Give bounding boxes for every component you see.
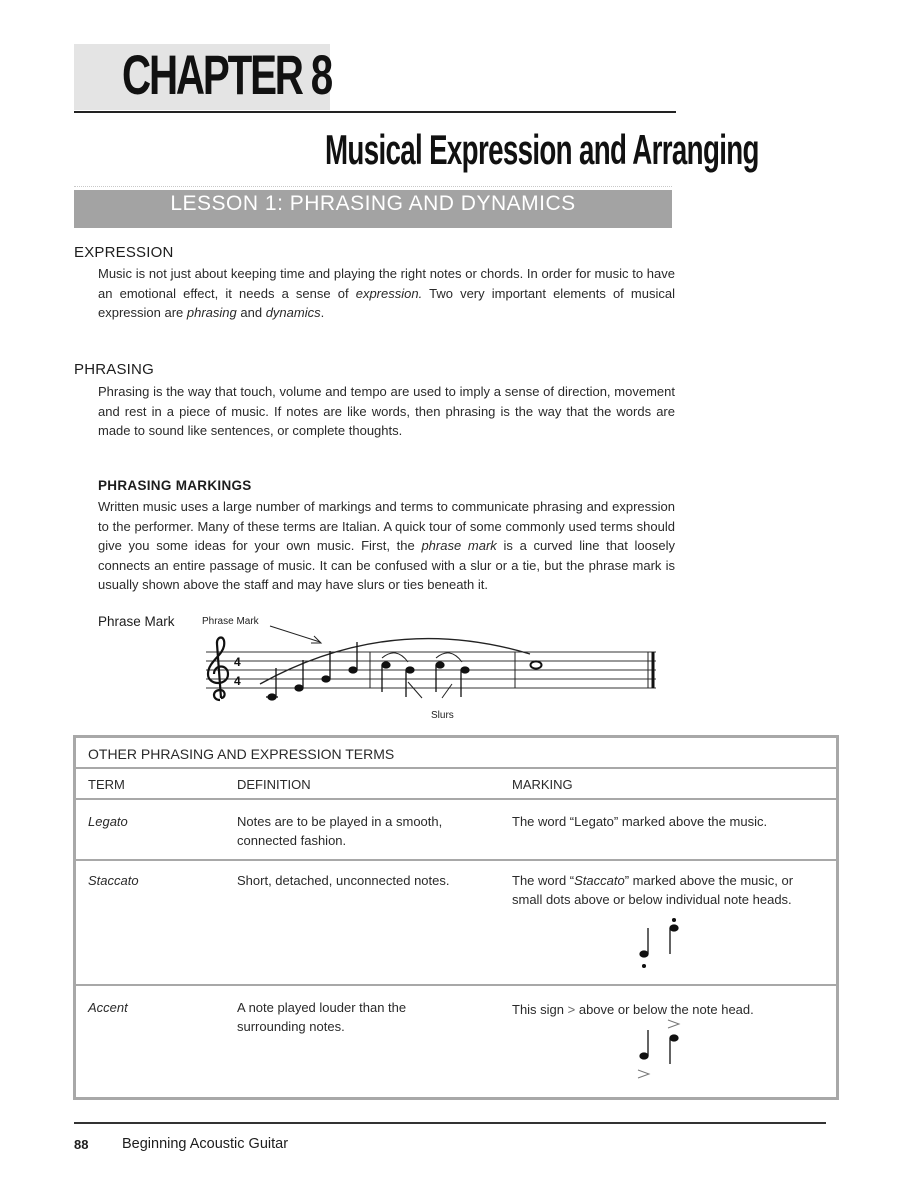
table-header-term: TERM bbox=[88, 777, 125, 792]
table-row-definition: Notes are to be played in a smooth, connected fashion. bbox=[237, 814, 443, 848]
accent-sign-below-icon bbox=[638, 1070, 649, 1078]
table-row-definition: A note played louder than the surrounding notes. bbox=[237, 1000, 407, 1034]
slur-marks bbox=[382, 653, 462, 698]
table-header-marking: MARKING bbox=[512, 777, 573, 792]
table-row-term: Legato bbox=[88, 814, 128, 829]
table-title: OTHER PHRASING AND EXPRESSION TERMS bbox=[88, 746, 395, 762]
table-divider bbox=[76, 984, 836, 986]
phrase-mark-staff-example bbox=[190, 606, 670, 724]
phrasing-markings-paragraph: Written music uses a large number of markings and terms to communicate phrasing and expression to the performer. Many of these terms are Italian. A quick tour of some commonly used terms should give you some ideas for your own music. First, the phrase mark is a curved line that loosely connects an entire passage of music. It can be confused with a slur or a tie, but the phrase mark is usually shown above the staff and may have slurs or ties beneath it. bbox=[98, 499, 675, 592]
expression-heading: EXPRESSION bbox=[74, 244, 174, 261]
expression-paragraph: Music is not just about keeping time and playing the right notes or chords. In order for music to have an emotional effect, it needs a sense of expression. Two very important elements of musical expression are phrasing and dynamics. bbox=[98, 266, 675, 320]
table-row-marking: The word “Staccato” marked above the music, or small dots above or below individual note heads. bbox=[512, 873, 794, 907]
table-header-definition: DEFINITION bbox=[237, 777, 311, 792]
treble-clef-icon bbox=[208, 638, 228, 701]
page-number: 88 bbox=[74, 1137, 89, 1152]
chapter-rule bbox=[74, 111, 676, 113]
expression-terms-table bbox=[73, 735, 839, 1100]
whole-note bbox=[531, 661, 542, 668]
chapter-title: Musical Expression and Arranging bbox=[325, 126, 759, 173]
accent-sign: > bbox=[567, 1002, 576, 1017]
staff-lines bbox=[206, 652, 656, 688]
staccato-notes-example bbox=[632, 914, 692, 974]
chapter-label: CHAPTER 8 bbox=[122, 43, 332, 106]
phrasing-markings-heading: PHRASING MARKINGS bbox=[98, 478, 252, 493]
table-row-term: Accent bbox=[88, 1000, 128, 1015]
slurs-callout: Slurs bbox=[431, 710, 454, 721]
phrase-mark-callout: Phrase Mark bbox=[202, 616, 259, 627]
table-divider bbox=[76, 798, 836, 800]
table-row-term: Staccato bbox=[88, 873, 139, 888]
accent-notes-example bbox=[632, 1016, 692, 1082]
phrasing-heading: PHRASING bbox=[74, 361, 154, 378]
footer-rule bbox=[74, 1122, 826, 1124]
phrase-mark-example-label: Phrase Mark bbox=[98, 614, 175, 629]
table-divider bbox=[76, 767, 836, 769]
table-row-definition: Short, detached, unconnected notes. bbox=[237, 873, 450, 888]
time-signature-bottom: 4 bbox=[234, 674, 241, 688]
accent-sign-above-icon bbox=[668, 1020, 679, 1028]
table-row-marking: The word “Legato” marked above the music. bbox=[512, 814, 768, 829]
book-title: Beginning Acoustic Guitar bbox=[122, 1136, 289, 1152]
phrasing-paragraph: Phrasing is the way that touch, volume and tempo are used to imply a sense of direction, movement and rest in a piece of music. If notes are like words, then phrasing is the way that the words are made to sound like sentences, or complete thoughts. bbox=[98, 384, 675, 438]
lesson-bar-dotted-edge bbox=[74, 186, 672, 187]
measure-1-notes bbox=[266, 642, 357, 700]
table-row-marking: This sign > above or below the note head. bbox=[512, 1002, 754, 1017]
time-signature-top: 4 bbox=[234, 655, 241, 669]
table-divider bbox=[76, 859, 836, 861]
lesson-title: LESSON 1: PHRASING AND DYNAMICS bbox=[170, 192, 576, 215]
